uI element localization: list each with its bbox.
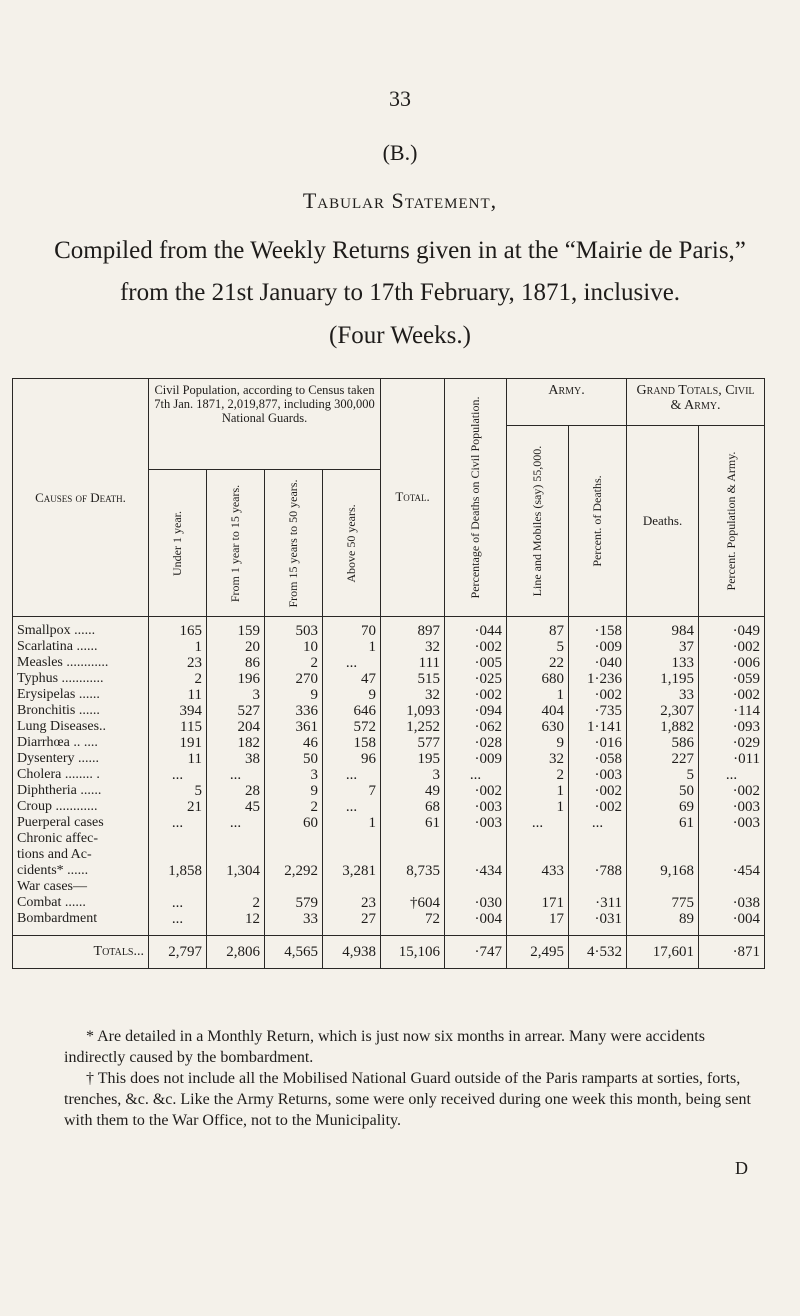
header-above-50-text: Above 50 years. — [344, 503, 358, 583]
header-1-15 — [207, 470, 265, 616]
value-cell: ·002 — [569, 783, 627, 799]
value-cell: 2 — [507, 767, 569, 783]
totals-row — [13, 935, 765, 968]
value-cell: 1,195 — [627, 671, 699, 687]
value-cell: 50 — [265, 751, 323, 767]
cause-cell: Bronchitis ...... — [13, 703, 149, 719]
value-cell: 9 — [265, 783, 323, 799]
value-cell — [149, 927, 207, 936]
subtitle-line-2: from the 21st January to 17th February, 1871, inclusive. — [119, 279, 681, 306]
value-cell: 11 — [149, 751, 207, 767]
value-cell: ... — [507, 815, 569, 831]
value-cell: 4·532 — [569, 935, 627, 968]
value-cell: 15,106 — [381, 935, 445, 968]
value-cell: 32 — [381, 687, 445, 703]
value-cell: ... — [323, 799, 381, 815]
value-cell: 86 — [207, 655, 265, 671]
value-cell: 270 — [265, 671, 323, 687]
value-cell: 336 — [265, 703, 323, 719]
value-cell: ·028 — [445, 735, 507, 751]
value-cell: ... — [323, 655, 381, 671]
cause-cell: Chronic affec- — [13, 831, 149, 847]
value-cell: 572 — [323, 719, 381, 735]
value-cell: ·016 — [569, 735, 627, 751]
value-cell: ·003 — [699, 815, 765, 831]
value-cell: ... — [445, 767, 507, 783]
cause-cell: Dysentery ...... — [13, 751, 149, 767]
value-cell: ·114 — [699, 703, 765, 719]
table-row — [13, 895, 765, 911]
value-cell: 433 — [507, 863, 569, 879]
value-cell: 9,168 — [627, 863, 699, 879]
table-body — [13, 616, 765, 968]
value-cell: 227 — [627, 751, 699, 767]
value-cell: ·002 — [445, 687, 507, 703]
value-cell: 159 — [207, 616, 265, 639]
value-cell: ·093 — [699, 719, 765, 735]
value-cell: 7 — [323, 783, 381, 799]
value-cell: 158 — [323, 735, 381, 751]
value-cell: ·094 — [445, 703, 507, 719]
value-cell: ·011 — [699, 751, 765, 767]
value-cell: 87 — [507, 616, 569, 639]
value-cell: ... — [149, 815, 207, 831]
cause-cell: Erysipelas ...... — [13, 687, 149, 703]
subtitle-line-3: (Four Weeks.) — [329, 322, 471, 349]
value-cell: 775 — [627, 895, 699, 911]
value-cell: ·003 — [445, 815, 507, 831]
value-cell: ... — [699, 767, 765, 783]
value-cell: 37 — [627, 639, 699, 655]
value-cell: ·006 — [699, 655, 765, 671]
value-cell: ·002 — [699, 783, 765, 799]
value-cell: ·434 — [445, 863, 507, 879]
cause-cell: Lung Diseases.. — [13, 719, 149, 735]
value-cell: 115 — [149, 719, 207, 735]
value-cell: 680 — [507, 671, 569, 687]
value-cell — [507, 831, 569, 847]
header-pct-army-text: Percent. of Deaths. — [590, 474, 605, 567]
header-line-mobiles-text: Line and Mobiles (say) 55,000. — [530, 445, 545, 596]
value-cell: ... — [149, 911, 207, 927]
value-cell: 5 — [149, 783, 207, 799]
value-cell: ·025 — [445, 671, 507, 687]
value-cell: ·004 — [445, 911, 507, 927]
value-cell: 22 — [507, 655, 569, 671]
value-cell — [265, 879, 323, 895]
value-cell: 1 — [507, 687, 569, 703]
table-row — [13, 863, 765, 879]
header-pct-pop — [699, 425, 765, 616]
value-cell — [507, 847, 569, 863]
value-cell: ·002 — [699, 687, 765, 703]
value-cell: 46 — [265, 735, 323, 751]
table-row — [13, 639, 765, 655]
value-cell: ·454 — [699, 863, 765, 879]
value-cell: ·002 — [445, 783, 507, 799]
value-cell — [445, 831, 507, 847]
cause-cell: War cases— — [13, 879, 149, 895]
table-row — [13, 799, 765, 815]
signature-letter: D — [735, 1158, 748, 1178]
table-row — [13, 616, 765, 639]
value-cell: ·005 — [445, 655, 507, 671]
value-cell: 195 — [381, 751, 445, 767]
value-cell: 33 — [265, 911, 323, 927]
value-cell: ·747 — [445, 935, 507, 968]
value-cell — [207, 879, 265, 895]
value-cell — [265, 927, 323, 936]
value-cell: 49 — [381, 783, 445, 799]
value-cell: ·009 — [569, 639, 627, 655]
value-cell: 111 — [381, 655, 445, 671]
header-pct-civil-text: Percentage of Deaths on Civil Population. — [468, 396, 483, 598]
value-cell — [381, 927, 445, 936]
value-cell: 3,281 — [323, 863, 381, 879]
value-cell: ·003 — [445, 799, 507, 815]
value-cell: 9 — [507, 735, 569, 751]
cause-cell: Totals... — [13, 935, 149, 968]
value-cell — [207, 927, 265, 936]
value-cell: 17,601 — [627, 935, 699, 968]
value-cell — [149, 879, 207, 895]
value-cell: 20 — [207, 639, 265, 655]
value-cell: 1·236 — [569, 671, 627, 687]
page-title: Tabular Statement, — [302, 188, 498, 213]
value-cell: 897 — [381, 616, 445, 639]
value-cell — [569, 879, 627, 895]
value-cell: 8,735 — [381, 863, 445, 879]
header-grand-totals: Grand Totals, Civil & Army. — [627, 379, 765, 426]
value-cell: 3 — [381, 767, 445, 783]
value-cell: 69 — [627, 799, 699, 815]
value-cell: ·049 — [699, 616, 765, 639]
value-cell: 2,495 — [507, 935, 569, 968]
value-cell: 61 — [627, 815, 699, 831]
value-cell: 38 — [207, 751, 265, 767]
table-row — [13, 735, 765, 751]
value-cell: ... — [149, 895, 207, 911]
value-cell — [207, 847, 265, 863]
value-cell: 394 — [149, 703, 207, 719]
value-cell: 191 — [149, 735, 207, 751]
value-cell: 9 — [265, 687, 323, 703]
header-pct-civil — [445, 379, 507, 617]
value-cell: 61 — [381, 815, 445, 831]
value-cell — [699, 847, 765, 863]
chronic-row-label — [13, 847, 765, 863]
value-cell: 2,307 — [627, 703, 699, 719]
cause-cell: Measles ............ — [13, 655, 149, 671]
value-cell: 72 — [381, 911, 445, 927]
value-cell: ·002 — [569, 799, 627, 815]
table-row — [13, 687, 765, 703]
value-cell: 1,093 — [381, 703, 445, 719]
value-cell: 3 — [207, 687, 265, 703]
value-cell: ·062 — [445, 719, 507, 735]
header-above-50 — [323, 470, 381, 616]
value-cell: 182 — [207, 735, 265, 751]
value-cell: 9 — [323, 687, 381, 703]
cause-cell: Bombardment — [13, 911, 149, 927]
footnote-2: † This does not include all the Mobilised National Guard outside of the Paris ramparts at sorties, forts, trenches, &c. &c. Like the Army Returns, some were only received during one week this month, being sent with them to the War Office, not to the Municipality. — [64, 1070, 751, 1129]
value-cell: 10 — [265, 639, 323, 655]
value-cell: 1 — [507, 799, 569, 815]
section-label: (B.) — [382, 140, 418, 165]
value-cell — [323, 927, 381, 936]
header-causes: Causes of Death. — [13, 379, 149, 617]
value-cell: 45 — [207, 799, 265, 815]
cause-cell: Puerperal cases — [13, 815, 149, 831]
value-cell — [699, 927, 765, 936]
value-cell: ·003 — [699, 799, 765, 815]
cause-cell: Cholera ........ . — [13, 767, 149, 783]
value-cell: †604 — [381, 895, 445, 911]
value-cell: 70 — [323, 616, 381, 639]
value-cell: 579 — [265, 895, 323, 911]
value-cell — [381, 831, 445, 847]
value-cell: 32 — [381, 639, 445, 655]
value-cell: ·040 — [569, 655, 627, 671]
value-cell: 527 — [207, 703, 265, 719]
value-cell: ·004 — [699, 911, 765, 927]
cause-cell: Scarlatina ...... — [13, 639, 149, 655]
value-cell — [627, 847, 699, 863]
value-cell: ·311 — [569, 895, 627, 911]
cause-cell: Diphtheria ...... — [13, 783, 149, 799]
value-cell: 1,304 — [207, 863, 265, 879]
value-cell: ·158 — [569, 616, 627, 639]
value-cell: ... — [207, 767, 265, 783]
value-cell — [569, 847, 627, 863]
value-cell: ·044 — [445, 616, 507, 639]
cause-cell — [13, 927, 149, 936]
value-cell — [699, 879, 765, 895]
value-cell: 1 — [323, 815, 381, 831]
value-cell — [569, 927, 627, 936]
cause-cell: Croup ............ — [13, 799, 149, 815]
value-cell: 171 — [507, 895, 569, 911]
header-civil-population: Civil Population, according to Census taken 7th Jan. 1871, 2,019,877, including 300,000 National Guards. — [149, 379, 381, 426]
header-army: Army. — [507, 379, 627, 426]
deaths-table — [12, 378, 765, 969]
value-cell: 2 — [265, 799, 323, 815]
value-cell: 23 — [323, 895, 381, 911]
value-cell: 630 — [507, 719, 569, 735]
value-cell: ·788 — [569, 863, 627, 879]
value-cell: 646 — [323, 703, 381, 719]
header-pct-army — [569, 425, 627, 616]
table-row — [13, 655, 765, 671]
value-cell: 32 — [507, 751, 569, 767]
value-cell: 33 — [627, 687, 699, 703]
value-cell: ·058 — [569, 751, 627, 767]
cause-cell: Smallpox ...... — [13, 616, 149, 639]
value-cell: 1 — [149, 639, 207, 655]
value-cell — [381, 879, 445, 895]
table-row — [13, 719, 765, 735]
value-cell: 50 — [627, 783, 699, 799]
value-cell: 27 — [323, 911, 381, 927]
value-cell: 404 — [507, 703, 569, 719]
value-cell: 60 — [265, 815, 323, 831]
value-cell — [445, 927, 507, 936]
value-cell: 2 — [149, 671, 207, 687]
value-cell: ... — [323, 767, 381, 783]
value-cell: ·002 — [699, 639, 765, 655]
value-cell — [627, 831, 699, 847]
value-cell: 2,806 — [207, 935, 265, 968]
value-cell: 586 — [627, 735, 699, 751]
value-cell: 1,882 — [627, 719, 699, 735]
cause-cell: tions and Ac- — [13, 847, 149, 863]
table-row — [13, 671, 765, 687]
value-cell: 1 — [507, 783, 569, 799]
war-cases-label-row — [13, 879, 765, 895]
value-cell: ·003 — [569, 767, 627, 783]
value-cell — [445, 847, 507, 863]
value-cell: 577 — [381, 735, 445, 751]
value-cell — [699, 831, 765, 847]
footnotes — [64, 1026, 754, 1131]
header-15-50-text: From 15 years to 50 years. — [286, 479, 300, 607]
value-cell: 2 — [207, 895, 265, 911]
value-cell: 2,797 — [149, 935, 207, 968]
table-row — [13, 911, 765, 927]
value-cell: 196 — [207, 671, 265, 687]
value-cell — [323, 831, 381, 847]
value-cell: 23 — [149, 655, 207, 671]
cause-cell: cidents* ...... — [13, 863, 149, 879]
value-cell — [381, 847, 445, 863]
table-row — [13, 703, 765, 719]
value-cell — [207, 831, 265, 847]
value-cell — [323, 847, 381, 863]
header-pct-pop-text: Percent. Population & Army. — [724, 451, 739, 590]
value-cell: 204 — [207, 719, 265, 735]
header-under-1-text: Under 1 year. — [170, 510, 184, 576]
value-cell: ·031 — [569, 911, 627, 927]
header-line-mobiles — [507, 425, 569, 616]
value-cell — [627, 927, 699, 936]
value-cell: ... — [569, 815, 627, 831]
value-cell: ·002 — [445, 639, 507, 655]
value-cell: ... — [207, 815, 265, 831]
value-cell: 1,858 — [149, 863, 207, 879]
value-cell: 515 — [381, 671, 445, 687]
cause-cell: Typhus ............ — [13, 671, 149, 687]
value-cell — [323, 879, 381, 895]
page-number: 33 — [389, 86, 411, 111]
value-cell: 1 — [323, 639, 381, 655]
cause-cell: Combat ...... — [13, 895, 149, 911]
value-cell: 133 — [627, 655, 699, 671]
header-1-15-text: From 1 year to 15 years. — [228, 484, 242, 602]
header-15-50 — [265, 470, 323, 616]
table-row — [13, 767, 765, 783]
value-cell: 4,565 — [265, 935, 323, 968]
chronic-row-label — [13, 831, 765, 847]
value-cell: 1,252 — [381, 719, 445, 735]
value-cell: 165 — [149, 616, 207, 639]
value-cell: ... — [149, 767, 207, 783]
value-cell: 21 — [149, 799, 207, 815]
value-cell: 28 — [207, 783, 265, 799]
header-civil-spacer — [149, 425, 381, 470]
value-cell — [445, 879, 507, 895]
cause-cell: Diarrhœa .. .... — [13, 735, 149, 751]
spacer-row — [13, 927, 765, 936]
footnote-1: * Are detailed in a Monthly Return, which is just now six months in arrear. Many were accidents indirectly caused by the bombardment. — [64, 1028, 705, 1066]
header-deaths: Deaths. — [627, 425, 699, 616]
table-row — [13, 815, 765, 831]
table-row — [13, 783, 765, 799]
value-cell — [265, 831, 323, 847]
value-cell — [627, 879, 699, 895]
value-cell: ·038 — [699, 895, 765, 911]
table-header — [13, 379, 765, 617]
value-cell: 3 — [265, 767, 323, 783]
value-cell: ·009 — [445, 751, 507, 767]
value-cell: 96 — [323, 751, 381, 767]
subtitle-line-1: Compiled from the Weekly Returns given in at the “Mairie de Paris,” — [54, 237, 746, 264]
value-cell: 47 — [323, 671, 381, 687]
value-cell: 5 — [627, 767, 699, 783]
header-under-1 — [149, 470, 207, 616]
value-cell: 4,938 — [323, 935, 381, 968]
value-cell: 984 — [627, 616, 699, 639]
value-cell — [507, 879, 569, 895]
value-cell: 503 — [265, 616, 323, 639]
value-cell: 361 — [265, 719, 323, 735]
value-cell — [507, 927, 569, 936]
value-cell: 2,292 — [265, 863, 323, 879]
value-cell — [569, 831, 627, 847]
value-cell: 11 — [149, 687, 207, 703]
header-total: Total. — [381, 379, 445, 617]
value-cell: 1·141 — [569, 719, 627, 735]
value-cell: 89 — [627, 911, 699, 927]
value-cell: ·002 — [569, 687, 627, 703]
table-row — [13, 751, 765, 767]
value-cell: 17 — [507, 911, 569, 927]
value-cell: 12 — [207, 911, 265, 927]
value-cell: 5 — [507, 639, 569, 655]
value-cell: ·871 — [699, 935, 765, 968]
value-cell: ·059 — [699, 671, 765, 687]
value-cell — [265, 847, 323, 863]
value-cell: 2 — [265, 655, 323, 671]
value-cell: ·030 — [445, 895, 507, 911]
value-cell — [149, 831, 207, 847]
value-cell: ·735 — [569, 703, 627, 719]
value-cell — [149, 847, 207, 863]
value-cell: ·029 — [699, 735, 765, 751]
value-cell: 68 — [381, 799, 445, 815]
